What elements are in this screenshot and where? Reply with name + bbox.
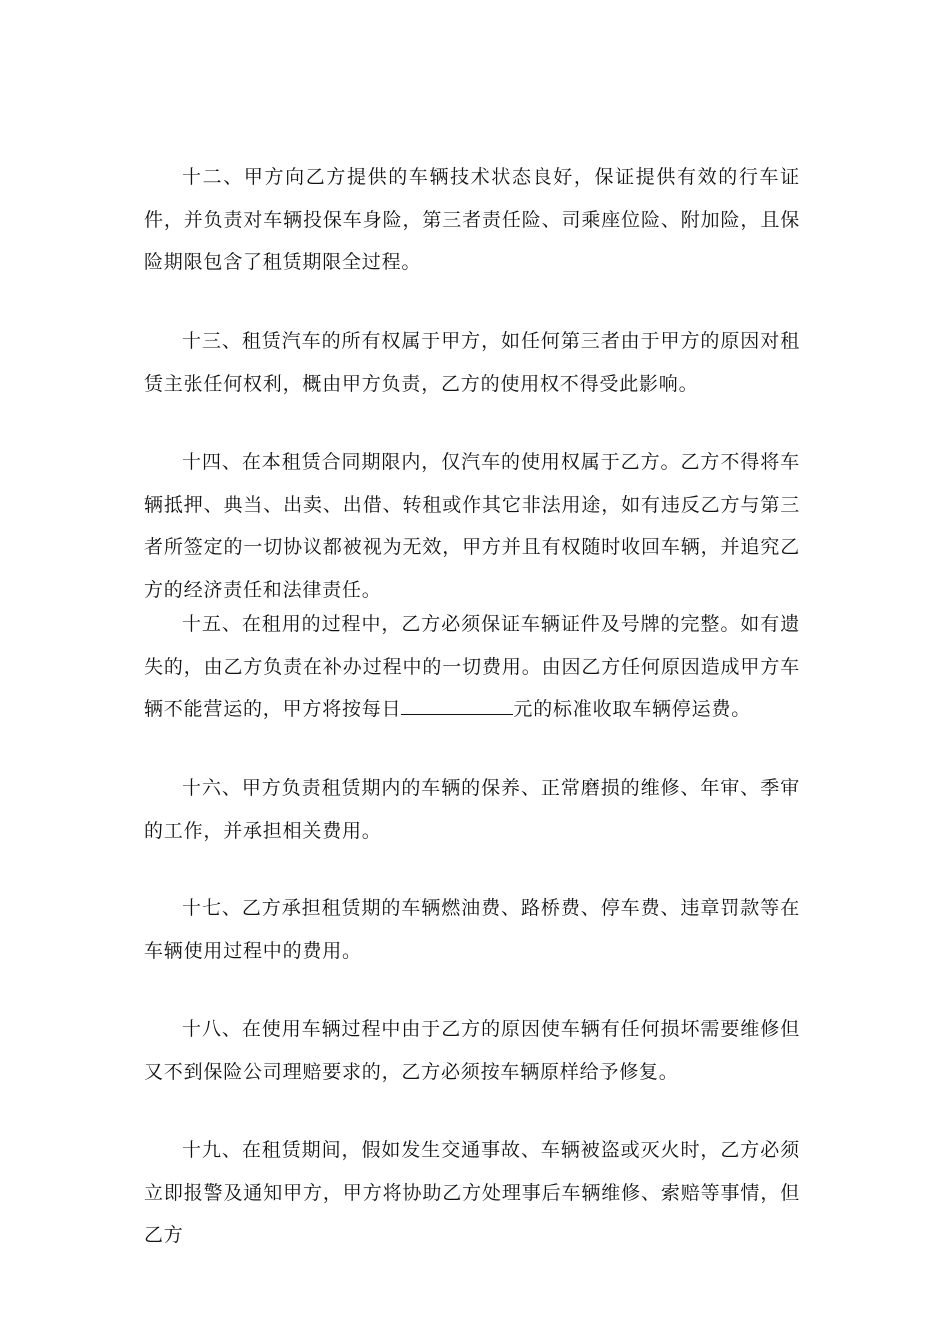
clause-19: 十九、在租赁期间，假如发生交通事故、车辆被盗或灭火时，乙方必须立即报警及通知甲方，甲方将协助乙方处理事后车辆维修、索赔等事情，但乙方 xyxy=(144,1139,800,1246)
clause-18: 十八、在使用车辆过程中由于乙方的原因使车辆有任何损坏需要维修但又不到保险公司理赔要求的，乙方必须按车辆原样给予修复。 xyxy=(144,1018,800,1083)
clause-16: 十六、甲方负责租赁期内的车辆的保养、正常磨损的维修、年审、季审的工作，并承担相关费用。 xyxy=(144,777,800,842)
clause-17: 十七、乙方承担租赁期的车辆燃油费、路桥费、停车费、违章罚款等在车辆使用过程中的费用。 xyxy=(144,897,800,962)
fill-in-blank-daily-fee[interactable] xyxy=(401,694,513,715)
clause-15-text-before: 十五、在租用的过程中，乙方必须保证车辆证件及号牌的完整。如有遗失的，由乙方负责在补办过程中的一切费用。由因乙方任何原因造成甲方车辆不能营运的，甲方将按每日 xyxy=(144,613,800,720)
clause-14: 十四、在本租赁合同期限内，仅汽车的使用权属于乙方。乙方不得将车辆抵押、典当、出卖、出借、转租或作其它非法用途，如有违反乙方与第三者所签定的一切协议都被视为无效，甲方并且有权随时收回车辆，并追究乙方的经济责任和法律责任。 xyxy=(144,451,800,601)
clause-13: 十三、租赁汽车的所有权属于甲方，如任何第三者由于甲方的原因对租赁主张任何权利，概由甲方负责，乙方的使用权不得受此影响。 xyxy=(144,330,800,395)
clause-12: 十二、甲方向乙方提供的车辆技术状态良好，保证提供有效的行车证件，并负责对车辆投保车身险，第三者责任险、司乘座位险、附加险，且保险期限包含了租赁期限全过程。 xyxy=(144,166,800,273)
clause-15-text-after: 元的标准收取车辆停运费。 xyxy=(513,698,752,720)
clause-15 xyxy=(144,603,800,731)
